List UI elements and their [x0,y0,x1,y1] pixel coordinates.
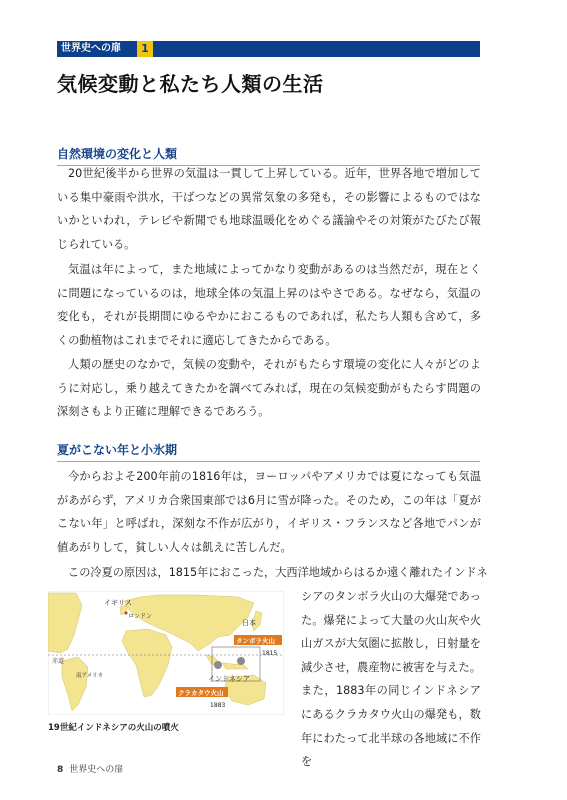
paragraph-2: 気温は年によって，また地域によってかなり変動があるのは当然だが，現在とくに問題になっているのは，地球全体の気温上昇のはやさである。なぜなら，気温の変化も，それが長期間にゆるやかにおこるものであれば，私たち人類も含めて，多くの動植物はこれまでそれに適応してきたからである。 [57,263,481,347]
map-label-indonesia: インドネシア [208,675,250,683]
paragraph-4: 今からおよそ200年前の1816年は，ヨーロッパやアメリカでは夏になっても気温があがらず，アメリカ合衆国東部では6月に雪が降った。そのため，この年は「夏がこない年」と呼ばれ，深刻な不作が広がり，イギリス・フランスなど各地でパンが値あがりして，貧しい人々は飢えに苦しんだ。 [57,470,481,554]
tambora-year: 1815 [262,650,278,657]
paragraph-5-lead: この冷夏の原因は，1815年におこった，大西洋地域からはるか遠く離れたインドネ [68,566,488,579]
map-caption: 19世紀インドネシアの火山の噴火 [48,723,179,733]
map-label-japan: 日本 [242,619,256,627]
page-title: 気候変動と私たち人類の生活 [57,72,324,96]
paragraph-3: 人類の歴史のなかで，気候の変動や，それがもたらす環境の変化に人々がどのように対応し，乗り越えてきたかを調べてみれば，現在の気候変動がもたらす問題の深刻さもより正確に理解できるであろう。 [57,358,481,419]
volcano-map [48,591,284,715]
krakatoa-plume [214,661,222,669]
paragraph-1: 20世紀後半から世界の気温は一貫して上昇している。近年，世界各地で増加している集中豪雨や洪水，干ばつなどの異常気象の多発も，その影響によるものではないかといわれ，テレビや新聞でも地球温暖化をめぐる議論やその対策がたびたび報じられている。 [57,167,481,251]
page-footer [57,762,123,775]
map-label-south-america: 南アメリカ [76,673,104,679]
series-number: 1 [137,41,153,57]
section-heading-1: 自然環境の変化と人類 [57,145,480,166]
page-number: 8 [57,765,64,775]
tambora-name: タンボラ火山 [236,637,275,645]
section-heading-2: 夏がこない年と小氷期 [57,441,480,462]
map-label-equator: 赤道 [52,658,65,665]
tambora-plume [237,657,245,665]
krakatoa-name: クラカタウ火山 [178,689,224,697]
footer-label: 世界史への扉 [69,765,124,775]
krakatoa-year: 1883 [210,702,226,709]
series-label: 世界史への扉 [61,43,121,54]
map-label-britain: イギリス [104,599,132,607]
map-label-london: ロンドン [128,613,153,620]
paragraph-5-wrap: シアのタンボラ火山の大爆発であった。爆発によって大量の火山灰や火山ガスが大気圏に拡散し，日射量を減少させ，農産物に被害を与えた。また，1883年の同じインドネシアにあるクラカタウ火山の爆発も，数年にわたって北半球の各地域に不作を [301,590,481,769]
